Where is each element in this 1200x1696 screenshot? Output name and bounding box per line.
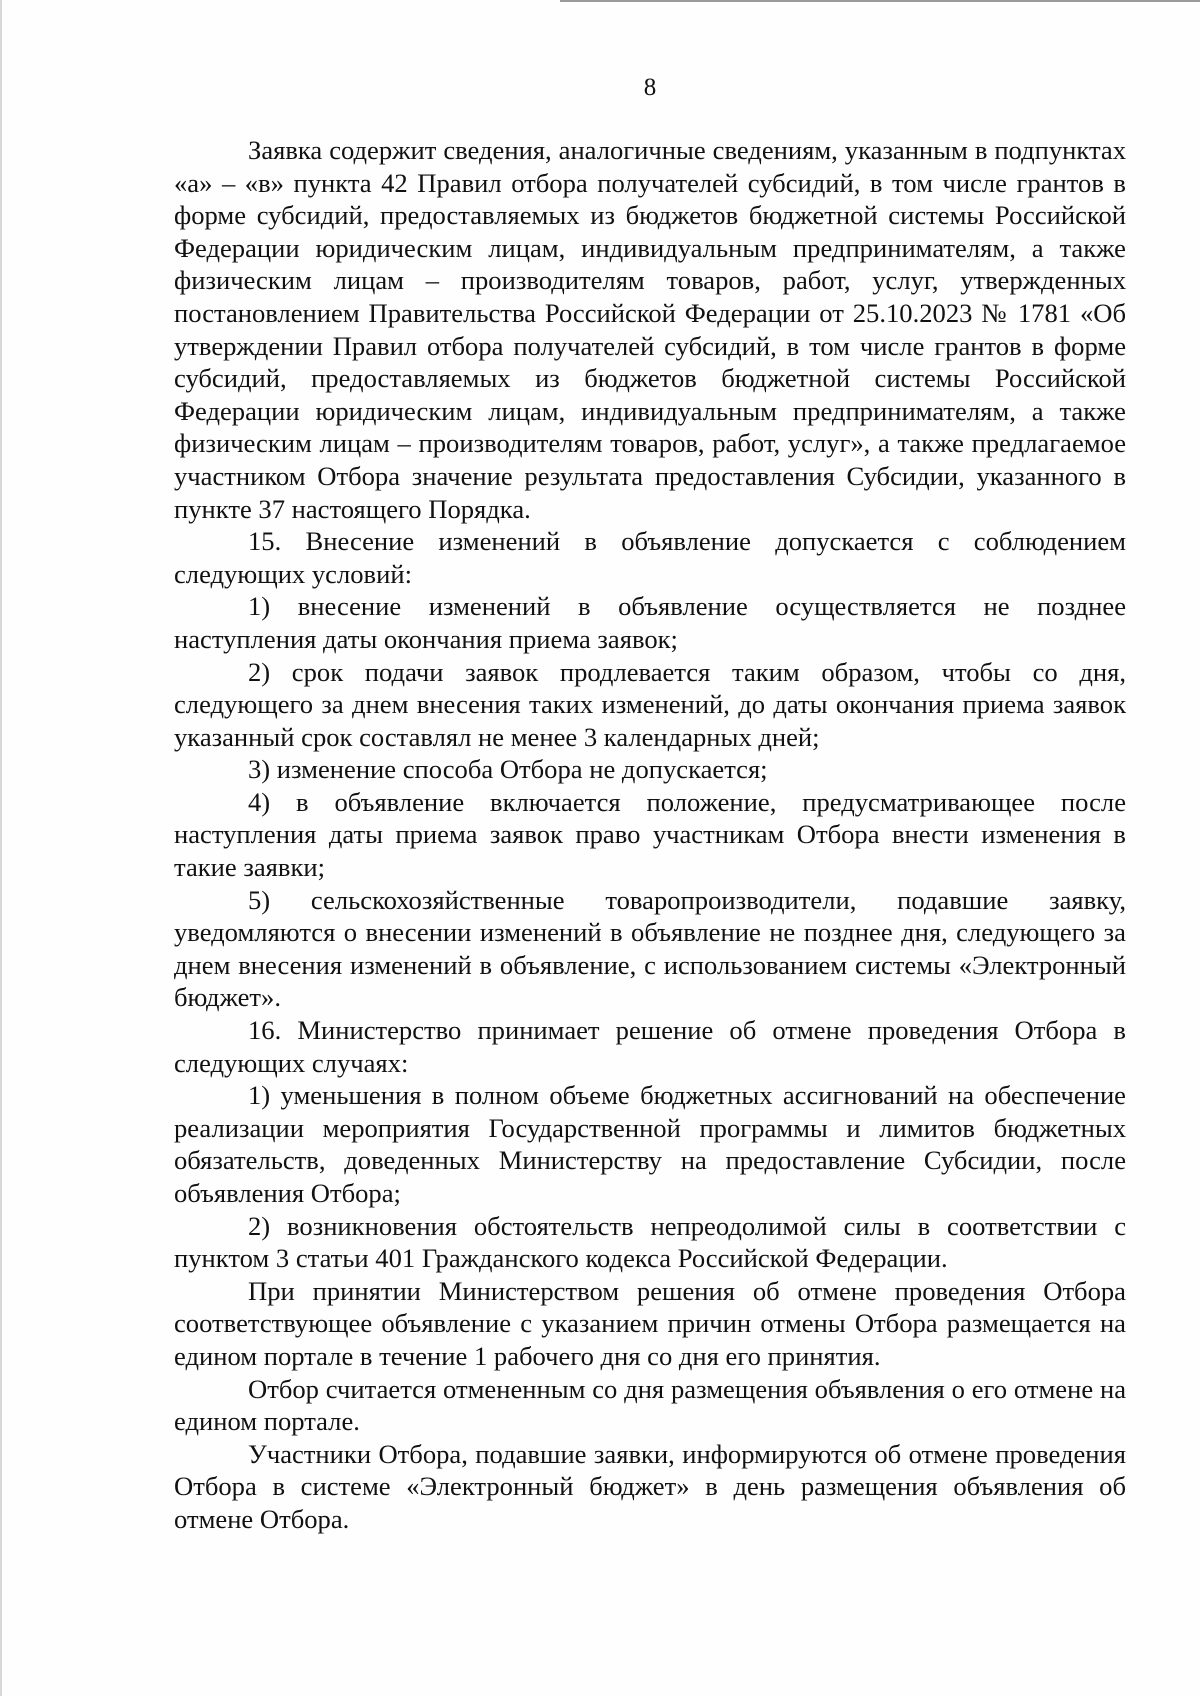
paragraph-16-item-2: 2) возникновения обстоятельств непреодолимой силы в соответствии с пунктом 3 статьи 401 Гражданского кодекса Российской Федерации. (174, 1210, 1126, 1274)
paragraph-application-contents: Заявка содержит сведения, аналогичные сведениям, указанным в подпунктах «а» – «в» пункта 42 Правил отбора получателей субсидий, в том числе грантов в форме субсидий, предоставляемых из бюджетов бюджетной системы Российской Федерации юридическим лицам, индивидуальным предпринимателям, а также физическим лицам – производителям товаров, работ, услуг, утвержденных постановлением Правительства Российской Федерации от 25.10.2023 № 1781 «Об утверждении Правил отбора получателей субсидий, в том числе грантов в форме субсидий, предоставляемых из бюджетов бюджетной системы Российской Федерации юридическим лицам, индивидуальным предпринимателям, а также физическим лицам – производителям товаров, работ, услуг», а также предлагаемое участником Отбора значение результата предоставления Субсидии, указанного в пункте 37 настоящего Порядка. (174, 135, 1126, 524)
scan-left-edge (0, 0, 2, 1696)
paragraph-16-heading: 16. Министерство принимает решение об отмене проведения Отбора в следующих случаях: (174, 1015, 1126, 1078)
scan-top-line (560, 0, 1200, 2)
paragraph-16-item-1: 1) уменьшения в полном объеме бюджетных ассигнований на обеспечение реализации мероприятия Государственной программы и лимитов бюджетных обязательств, доведенных Министерству на предоставление Субсидии, после объявления Отбора; (174, 1080, 1126, 1208)
page-number: 8 (643, 74, 657, 101)
paragraph-cancellation-effective: Отбор считается отмененным со дня размещения объявления о его отмене на едином портале. (174, 1373, 1126, 1437)
paragraph-participants-notified: Участники Отбора, подавшие заявки, информируются об отмене проведения Отбора в системе «Электронный бюджет» в день размещения объявления об отмене Отбора. (174, 1438, 1126, 1534)
paragraph-cancellation-decision: При принятии Министерством решения об отмене проведения Отбора соответствующее объявление с указанием причин отмены Отбора размещается на едином портале в течение 1 рабочего дня со дня его принятия. (174, 1275, 1126, 1371)
paragraph-15-heading: 15. Внесение изменений в объявление допускается с соблюдением следующих условий: (174, 526, 1126, 589)
paragraph-15-item-1: 1) внесение изменений в объявление осуществляется не позднее наступления даты окончания приема заявок; (174, 591, 1126, 654)
paragraph-15-item-2: 2) срок подачи заявок продлевается таким образом, чтобы со дня, следующего за днем внесения таких изменений, до даты окончания приема заявок указанный срок составлял не менее 3 календарных дней; (174, 656, 1126, 752)
paragraph-15-item-5: 5) сельскохозяйственные товаропроизводители, подавшие заявку, уведомляются о внесении изменений в объявление не позднее дня, следующего за днем внесения изменений в объявление, с использованием системы «Электронный бюджет». (174, 884, 1126, 1013)
document-body (174, 134, 1126, 1536)
paragraph-15-item-3: 3) изменение способа Отбора не допускается; (248, 754, 768, 785)
paragraph-15-item-4: 4) в объявление включается положение, предусматривающее после наступления даты приема заявок право участникам Отбора внести изменения в такие заявки; (174, 786, 1126, 883)
